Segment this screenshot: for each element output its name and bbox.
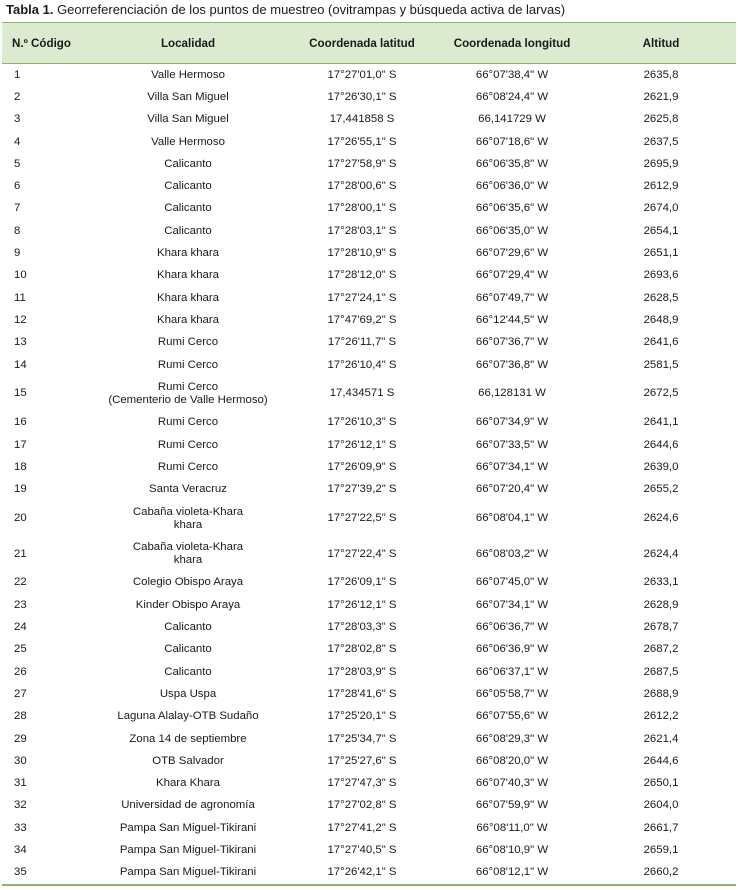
cell-latitude: 17°28'03,3" S (327, 621, 397, 634)
table-row (2, 479, 736, 501)
cell-latitude: 17°28'02,8" S (327, 643, 397, 656)
table-header-row (2, 23, 736, 64)
locality-line: Pampa San Miguel-Tikirani (119, 866, 257, 879)
cell-code: 28 (14, 710, 27, 723)
cell-latitude: 17°26'10,4" S (327, 358, 397, 371)
cell-code: 14 (14, 358, 27, 371)
table-row (2, 773, 736, 795)
locality-line: Colegio Obispo Araya (132, 576, 244, 589)
locality-line: Laguna Alalay-OTB Sudaño (117, 710, 259, 723)
cell-code: 26 (14, 665, 27, 678)
cell-longitude: 66°07'20,4" W (475, 483, 549, 496)
cell-longitude: 66°07'29,6" W (475, 247, 549, 260)
locality-line: Villa San Miguel (147, 113, 229, 126)
cell-locality (90, 639, 286, 661)
cell-code: 32 (14, 799, 27, 812)
table-row (2, 64, 736, 87)
cell-locality (90, 265, 286, 287)
table-row (2, 86, 736, 108)
cell-locality (90, 501, 286, 537)
cell-code: 33 (14, 821, 27, 834)
cell-longitude: 66°08'03,2" W (475, 547, 549, 560)
locality-line: Zona 14 de septiembre (129, 732, 247, 745)
cell-altitude: 2678,7 (643, 621, 679, 634)
table-row (2, 683, 736, 705)
table-row (2, 661, 736, 683)
cell-longitude: 66°07'36,8" W (475, 358, 549, 371)
locality-line: Calicanto (164, 621, 212, 634)
cell-code: 16 (14, 416, 27, 429)
table-row (2, 131, 736, 153)
cell-code: 29 (14, 732, 27, 745)
cell-longitude: 66°07'34,1" W (475, 460, 549, 473)
cell-altitude: 2624,4 (643, 547, 679, 560)
cell-code: 2 (14, 90, 21, 103)
cell-latitude: 17°28'41,6" S (327, 687, 397, 700)
cell-code: 21 (14, 547, 27, 560)
table-row (2, 639, 736, 661)
cell-altitude: 2633,1 (643, 576, 679, 589)
cell-longitude: 66°08'10,9" W (475, 844, 549, 857)
locality-line: Calicanto (164, 643, 212, 656)
table-row (2, 376, 736, 412)
table-row (2, 795, 736, 817)
cell-code: 15 (14, 387, 27, 400)
table-row (2, 434, 736, 456)
cell-locality (90, 661, 286, 683)
cell-latitude: 17°28'03,1" S (327, 224, 397, 237)
cell-latitude: 17°27'01,0" S (327, 68, 397, 81)
cell-altitude: 2644,6 (643, 438, 679, 451)
cell-code: 35 (2, 862, 90, 885)
cell-code: 10 (14, 269, 27, 282)
table-row (2, 265, 736, 287)
locality-line: Uspa Uspa (159, 687, 217, 700)
cell-locality (90, 839, 286, 861)
cell-longitude: 66°08'04,1" W (475, 512, 549, 525)
cell-locality (90, 354, 286, 376)
cell-latitude: 17°27'47,3" S (327, 777, 397, 790)
cell-longitude: 66°06'35,6" W (475, 202, 549, 215)
table-row (2, 501, 736, 537)
cell-locality (90, 287, 286, 309)
cell-locality (90, 332, 286, 354)
cell-locality (90, 434, 286, 456)
cell-altitude: 2674,0 (643, 202, 679, 215)
locality-line: Rumi Cerco (157, 438, 219, 451)
cell-locality (90, 175, 286, 197)
cell-locality (90, 683, 286, 705)
cell-longitude: 66°08'12,1" W (438, 862, 586, 885)
cell-code: 8 (14, 224, 21, 237)
cell-longitude: 66°07'36,7" W (475, 336, 549, 349)
locality-line: Kinder Obispo Araya (135, 598, 241, 611)
cell-latitude: 17°27'58,9" S (327, 157, 397, 170)
cell-longitude: 66,128131 W (478, 387, 546, 400)
cell-locality (90, 572, 286, 594)
cell-longitude: 66°07'33,5" W (475, 438, 549, 451)
cell-code: 9 (14, 247, 21, 260)
sampling-points-table (2, 22, 736, 886)
cell-latitude: 17,434571 S (329, 387, 395, 400)
cell-code: 11 (14, 291, 26, 304)
cell-longitude: 66°07'34,1" W (475, 598, 549, 611)
cell-longitude: 66°06'36,7" W (475, 621, 549, 634)
cell-code: 19 (14, 483, 27, 496)
cell-latitude: 17°25'27,6" S (327, 754, 397, 767)
table-row (2, 616, 736, 638)
locality-line-2: khara (173, 518, 203, 531)
cell-locality (90, 412, 286, 434)
cell-latitude: 17°27'40,5" S (327, 844, 397, 857)
table-row (2, 862, 736, 885)
cell-altitude: 2621,4 (643, 732, 679, 745)
cell-locality (90, 536, 286, 572)
cell-altitude: 2635,8 (643, 68, 679, 81)
cell-locality (90, 706, 286, 728)
locality-line: Khara khara (156, 247, 220, 260)
locality-line: Khara khara (156, 313, 220, 326)
cell-longitude: 66°06'37,1" W (475, 665, 549, 678)
cell-altitude: 2651,1 (643, 247, 679, 260)
cell-altitude: 2625,8 (643, 113, 679, 126)
locality-line: Universidad de agronomía (121, 799, 255, 812)
locality-line: Pampa San Miguel-Tikirani (119, 844, 257, 857)
cell-altitude: 2659,1 (643, 844, 679, 857)
cell-locality (90, 309, 286, 331)
locality-line: Rumi Cerco (157, 380, 219, 393)
cell-code: 31 (14, 777, 27, 790)
cell-altitude: 2612,9 (643, 180, 679, 193)
table-row (2, 817, 736, 839)
table-row (2, 839, 736, 861)
cell-longitude: 66°06'35,0" W (475, 224, 549, 237)
locality-line: Khara khara (156, 291, 220, 304)
cell-latitude: 17°26'09,1" S (327, 576, 397, 589)
cell-latitude: 17°28'03,9" S (327, 665, 397, 678)
cell-code: 30 (14, 754, 27, 767)
cell-altitude: 2621,9 (643, 90, 679, 103)
cell-longitude: 66°07'34,9" W (475, 416, 549, 429)
table-row (2, 750, 736, 772)
cell-latitude: 17°28'00,1" S (327, 202, 397, 215)
cell-longitude: 66°08'20,0" W (475, 754, 549, 767)
cell-longitude: 66°07'29,4" W (475, 269, 549, 282)
cell-longitude: 66°07'40,3" W (475, 777, 549, 790)
cell-latitude: 17°26'42,1" S (286, 862, 438, 885)
cell-altitude: 2637,5 (643, 135, 679, 148)
cell-longitude: 66°06'36,9" W (475, 643, 549, 656)
cell-longitude: 66°06'36,0" W (475, 180, 549, 193)
cell-latitude: 17,441858 S (329, 113, 395, 126)
locality-line: Calicanto (164, 665, 212, 678)
document-page (2, 0, 736, 886)
table-row (2, 332, 736, 354)
cell-longitude: 66°08'24,4" W (475, 90, 549, 103)
cell-code: 24 (14, 621, 27, 634)
cell-latitude: 17°26'12,1" S (327, 598, 397, 611)
cell-longitude: 66°07'45,0" W (475, 576, 549, 589)
table-row (2, 198, 736, 220)
locality-line: OTB Salvador (152, 754, 224, 767)
cell-latitude: 17°26'10,3" S (327, 416, 397, 429)
cell-code: 6 (14, 180, 21, 193)
cell-locality (90, 795, 286, 817)
cell-latitude: 17°27'24,1" S (327, 291, 397, 304)
cell-code: 25 (14, 643, 27, 656)
cell-longitude: 66°06'35,8" W (475, 157, 549, 170)
cell-code: 27 (14, 687, 27, 700)
locality-line: Calicanto (164, 157, 212, 170)
header-code: N.º Código (2, 23, 90, 64)
cell-latitude: 17°26'55,1" S (327, 135, 397, 148)
cell-altitude: 2612,2 (643, 710, 679, 723)
cell-locality (90, 153, 286, 175)
header-longitude: Coordenada longitud (438, 23, 586, 64)
table-row (2, 242, 736, 264)
locality-line: Calicanto (164, 202, 212, 215)
cell-altitude: 2641,1 (643, 416, 679, 429)
cell-code: 34 (14, 844, 27, 857)
locality-line: Khara khara (156, 269, 220, 282)
cell-altitude: 2661,7 (643, 821, 679, 834)
cell-altitude: 2688,9 (643, 687, 679, 700)
locality-line: Rumi Cerco (157, 358, 219, 371)
cell-code: 4 (14, 135, 21, 148)
cell-latitude: 17°25'34,7" S (327, 732, 397, 745)
cell-altitude: 2687,5 (643, 665, 679, 678)
cell-locality (90, 376, 286, 412)
cell-latitude: 17°25'20,1" S (327, 710, 397, 723)
cell-altitude: 2695,9 (643, 157, 679, 170)
header-latitude: Coordenada latitud (286, 23, 438, 64)
cell-altitude: 2639,0 (643, 460, 679, 473)
cell-locality (90, 479, 286, 501)
table-row (2, 412, 736, 434)
table-row (2, 594, 736, 616)
locality-line: Cabaña violeta-Khara (132, 541, 244, 554)
cell-locality (90, 242, 286, 264)
cell-code: 5 (14, 157, 21, 170)
locality-line: Valle Hermoso (151, 68, 225, 81)
cell-locality (90, 750, 286, 772)
cell-latitude: 17°27'22,4" S (327, 547, 397, 560)
cell-locality (90, 594, 286, 616)
cell-altitude: 2628,5 (643, 291, 679, 304)
cell-longitude: 66°07'49,7" W (475, 291, 549, 304)
cell-locality (90, 64, 286, 87)
cell-latitude: 17°28'10,9" S (327, 247, 397, 260)
table-row (2, 220, 736, 242)
locality-line-2: khara (173, 554, 203, 567)
cell-altitude: 2660,2 (586, 862, 736, 885)
cell-latitude: 17°27'39,2" S (327, 483, 397, 496)
cell-code: 18 (14, 460, 27, 473)
table-caption (2, 0, 736, 22)
header-altitude: Altitud (586, 23, 736, 64)
cell-locality (90, 220, 286, 242)
cell-altitude: 2648,9 (643, 313, 679, 326)
locality-line: Villa San Miguel (147, 90, 229, 103)
cell-altitude: 2672,5 (643, 387, 679, 400)
table-row (2, 706, 736, 728)
table-body (2, 64, 736, 886)
locality-line: Valle Hermoso (151, 135, 225, 148)
locality-line: Rumi Cerco (157, 460, 219, 473)
cell-code: 20 (14, 512, 27, 525)
cell-altitude: 2624,6 (643, 512, 679, 525)
cell-locality (90, 456, 286, 478)
cell-latitude: 17°27'02,8" S (327, 799, 397, 812)
locality-line: Calicanto (164, 224, 212, 237)
locality-line: Khara Khara (156, 777, 220, 790)
cell-locality (90, 817, 286, 839)
cell-code: 12 (14, 313, 27, 326)
locality-line: Pampa San Miguel-Tikirani (119, 821, 257, 834)
cell-code: 7 (14, 202, 21, 215)
table-row (2, 354, 736, 376)
cell-locality (90, 616, 286, 638)
table-row (2, 456, 736, 478)
cell-latitude: 17°27'41,2" S (327, 821, 397, 834)
cell-altitude: 2581,5 (643, 358, 679, 371)
locality-line: Cabaña violeta-Khara (132, 505, 244, 518)
cell-longitude: 66°07'55,6" W (475, 710, 549, 723)
cell-longitude: 66°12'44,5" W (475, 313, 549, 326)
table-row (2, 287, 736, 309)
cell-altitude: 2654,1 (643, 224, 679, 237)
cell-locality (90, 198, 286, 220)
cell-latitude: 17°28'12,0" S (327, 269, 397, 282)
cell-longitude: 66°08'29,3" W (475, 732, 549, 745)
cell-latitude: 17°26'12,1" S (327, 438, 397, 451)
cell-altitude: 2655,2 (643, 483, 679, 496)
locality-line: Calicanto (164, 180, 212, 193)
locality-line: Santa Veracruz (149, 483, 227, 496)
cell-locality (90, 773, 286, 795)
table-row (2, 309, 736, 331)
cell-locality (90, 109, 286, 131)
cell-longitude: 66°07'18,6" W (475, 135, 549, 148)
cell-longitude: 66°07'38,4" W (475, 68, 549, 81)
header-locality: Localidad (90, 23, 286, 64)
cell-code: 1 (14, 68, 21, 81)
cell-latitude: 17°47'69,2" S (327, 313, 397, 326)
cell-latitude: 17°26'09,9" S (327, 460, 397, 473)
cell-code: 3 (14, 113, 21, 126)
cell-code: 13 (14, 336, 27, 349)
locality-line-2: (Cementerio de Valle Hermoso) (108, 393, 268, 406)
cell-locality (90, 862, 286, 885)
cell-latitude: 17°26'11,7" S (327, 336, 397, 349)
locality-line: Rumi Cerco (157, 336, 219, 349)
cell-altitude: 2628,9 (643, 598, 679, 611)
cell-locality (90, 131, 286, 153)
table-row (2, 572, 736, 594)
cell-altitude: 2693,6 (643, 269, 679, 282)
cell-code: 23 (14, 598, 27, 611)
cell-latitude: 17°27'22,5" S (327, 512, 397, 525)
cell-code: 17 (14, 438, 27, 451)
table-row (2, 536, 736, 572)
table-row (2, 175, 736, 197)
cell-altitude: 2687,2 (643, 643, 679, 656)
cell-longitude: 66°07'59,9" W (475, 799, 549, 812)
caption-label: Tabla 1. (6, 2, 54, 17)
cell-latitude: 17°26'30,1" S (327, 90, 397, 103)
cell-altitude: 2641,6 (643, 336, 679, 349)
cell-longitude: 66°05'58,7" W (475, 687, 549, 700)
cell-altitude: 2604,0 (643, 799, 679, 812)
cell-locality (90, 86, 286, 108)
cell-code: 22 (14, 576, 27, 589)
caption-text: Georreferenciación de los puntos de muestreo (ovitrampas y búsqueda activa de larvas) (53, 2, 566, 17)
cell-longitude: 66°08'11,0" W (476, 821, 548, 834)
table-row (2, 109, 736, 131)
cell-latitude: 17°28'00,6" S (327, 180, 397, 193)
cell-locality (90, 728, 286, 750)
cell-altitude: 2650,1 (643, 777, 679, 790)
locality-line: Rumi Cerco (157, 416, 219, 429)
table-row (2, 153, 736, 175)
table-row (2, 728, 736, 750)
cell-altitude: 2644,6 (643, 754, 679, 767)
cell-longitude: 66,141729 W (478, 113, 546, 126)
